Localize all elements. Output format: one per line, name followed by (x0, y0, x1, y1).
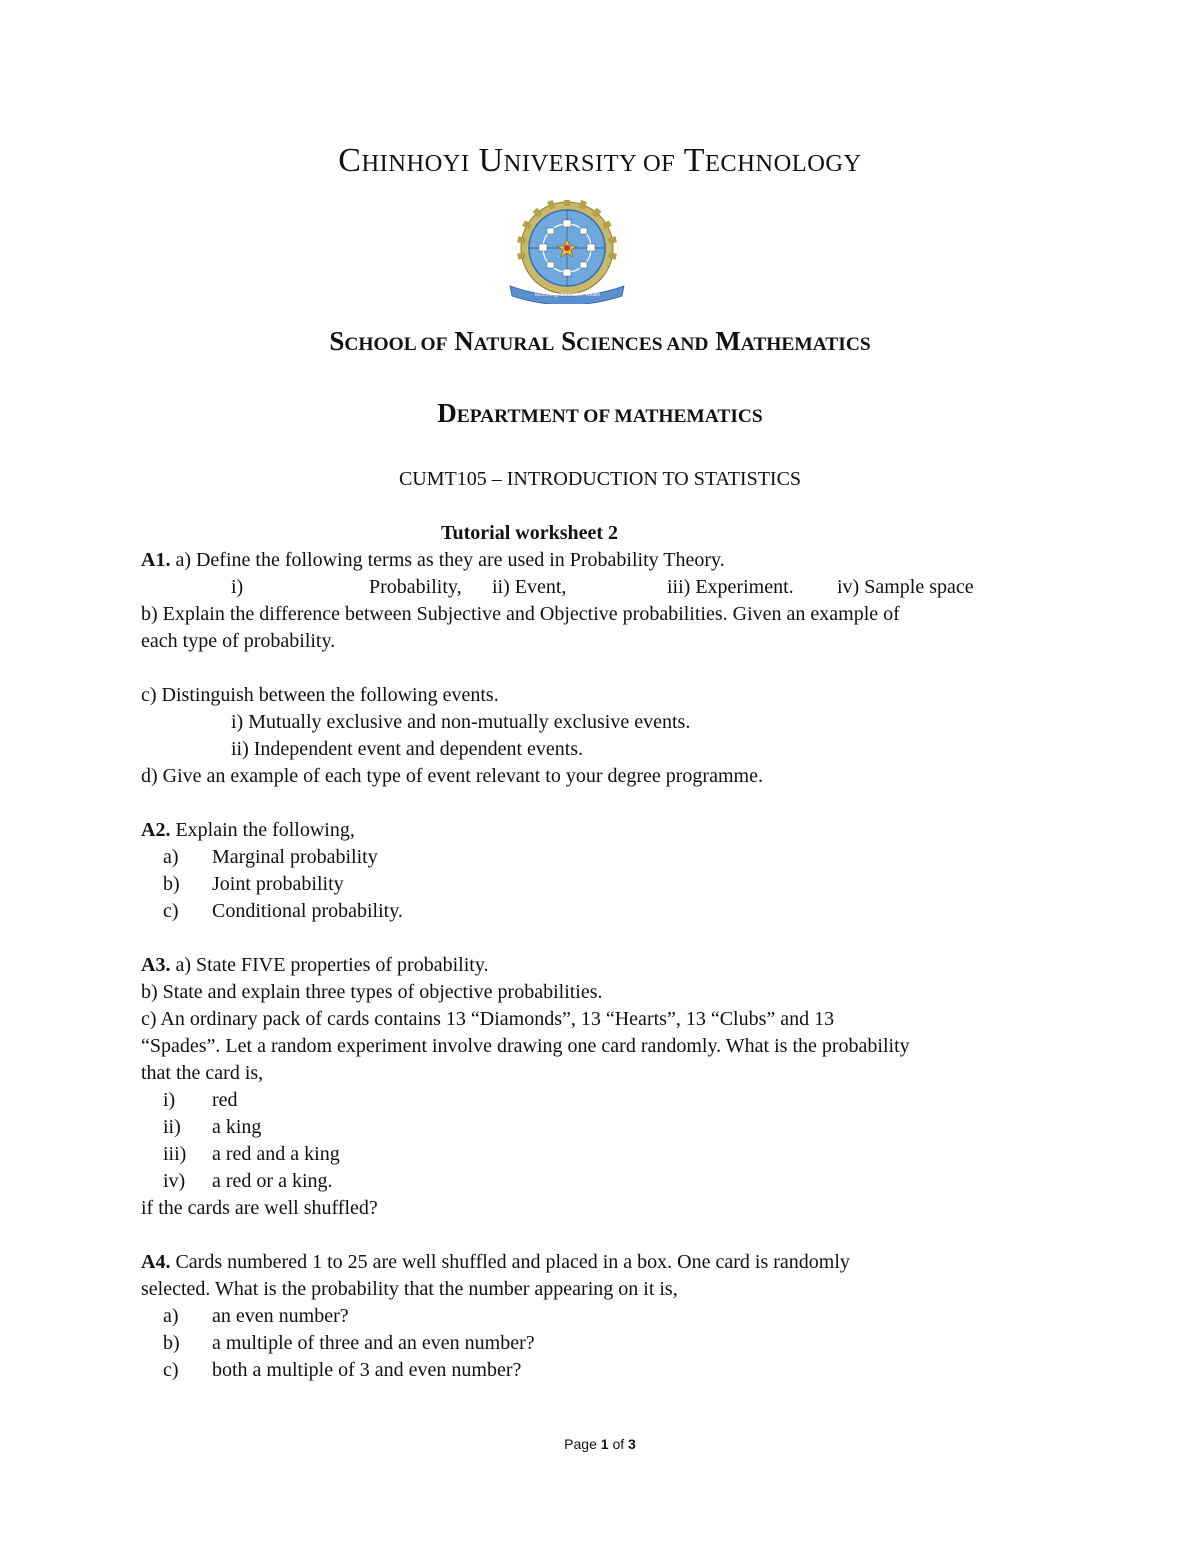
school-title: SCHOOL OF NATURAL SCIENCES AND MATHEMATICS (329, 326, 871, 356)
list-item: c) Conditional probability. (163, 900, 403, 922)
question-a2: A2. Explain the following, (141, 819, 355, 841)
list-item: b) Joint probability (163, 873, 344, 895)
list-item: a) Marginal probability (163, 846, 378, 868)
department-title: DEPARTMENT OF MATHEMATICS (437, 398, 763, 428)
question-a3-c-cont: “Spades”. Let a random experiment involve drawing one card randomly. What is the probability (141, 1035, 910, 1057)
list-item: b) a multiple of three and an even number? (163, 1332, 535, 1354)
question-a3-a: A3. a) State FIVE properties of probability. (141, 954, 489, 976)
question-a3-c: c) An ordinary pack of cards contains 13 “Diamonds”, 13 “Hearts”, 13 “Clubs” and 13 (141, 1008, 835, 1030)
list-item: iii) a red and a king (163, 1143, 340, 1165)
logo-motto: Technology Innovation Wealth (533, 292, 601, 298)
university-logo (502, 200, 632, 304)
question-a3-end: if the cards are well shuffled? (141, 1197, 378, 1219)
list-item: ii) a king (163, 1116, 262, 1138)
course-title: CUMT105 – INTRODUCTION TO STATISTICS (398, 468, 802, 490)
question-a1-c: c) Distinguish between the following events. (141, 684, 499, 706)
list-item: iv) a red or a king. (163, 1170, 333, 1192)
question-a3-b: b) State and explain three types of objective probabilities. (141, 981, 603, 1003)
question-a4-cont: selected. What is the probability that the number appearing on it is, (141, 1278, 678, 1300)
question-a1-terms: i) Probability, ii) Event, iii) Experiment. iv) Sample space (231, 576, 974, 598)
question-a1-b-cont: each type of probability. (141, 630, 336, 652)
worksheet-body (141, 520, 1071, 1384)
list-item: a) an even number? (163, 1305, 349, 1327)
question-a4: A4. Cards numbered 1 to 25 are well shuffled and placed in a box. One card is randomly (141, 1251, 850, 1273)
question-a1-d: d) Give an example of each type of event relevant to your degree programme. (141, 765, 763, 787)
university-title: CHINHOYI UNIVERSITY OF TECHNOLOGY (338, 142, 862, 179)
list-item: c) both a multiple of 3 and even number? (163, 1359, 522, 1381)
list-item: i) red (163, 1089, 238, 1111)
question-a1-c-ii: ii) Independent event and dependent events. (231, 738, 584, 760)
worksheet-title: Tutorial worksheet 2 (440, 522, 619, 544)
question-a1-b: b) Explain the difference between Subjective and Objective probabilities. Given an example of (141, 603, 900, 625)
question-a1-a: A1. a) Define the following terms as they are used in Probability Theory. (141, 549, 725, 571)
question-a1-c-i: i) Mutually exclusive and non-mutually exclusive events. (231, 711, 691, 733)
page-footer: Page 1 of 3 (564, 1436, 636, 1452)
question-a3-c-cont2: that the card is, (141, 1062, 264, 1084)
